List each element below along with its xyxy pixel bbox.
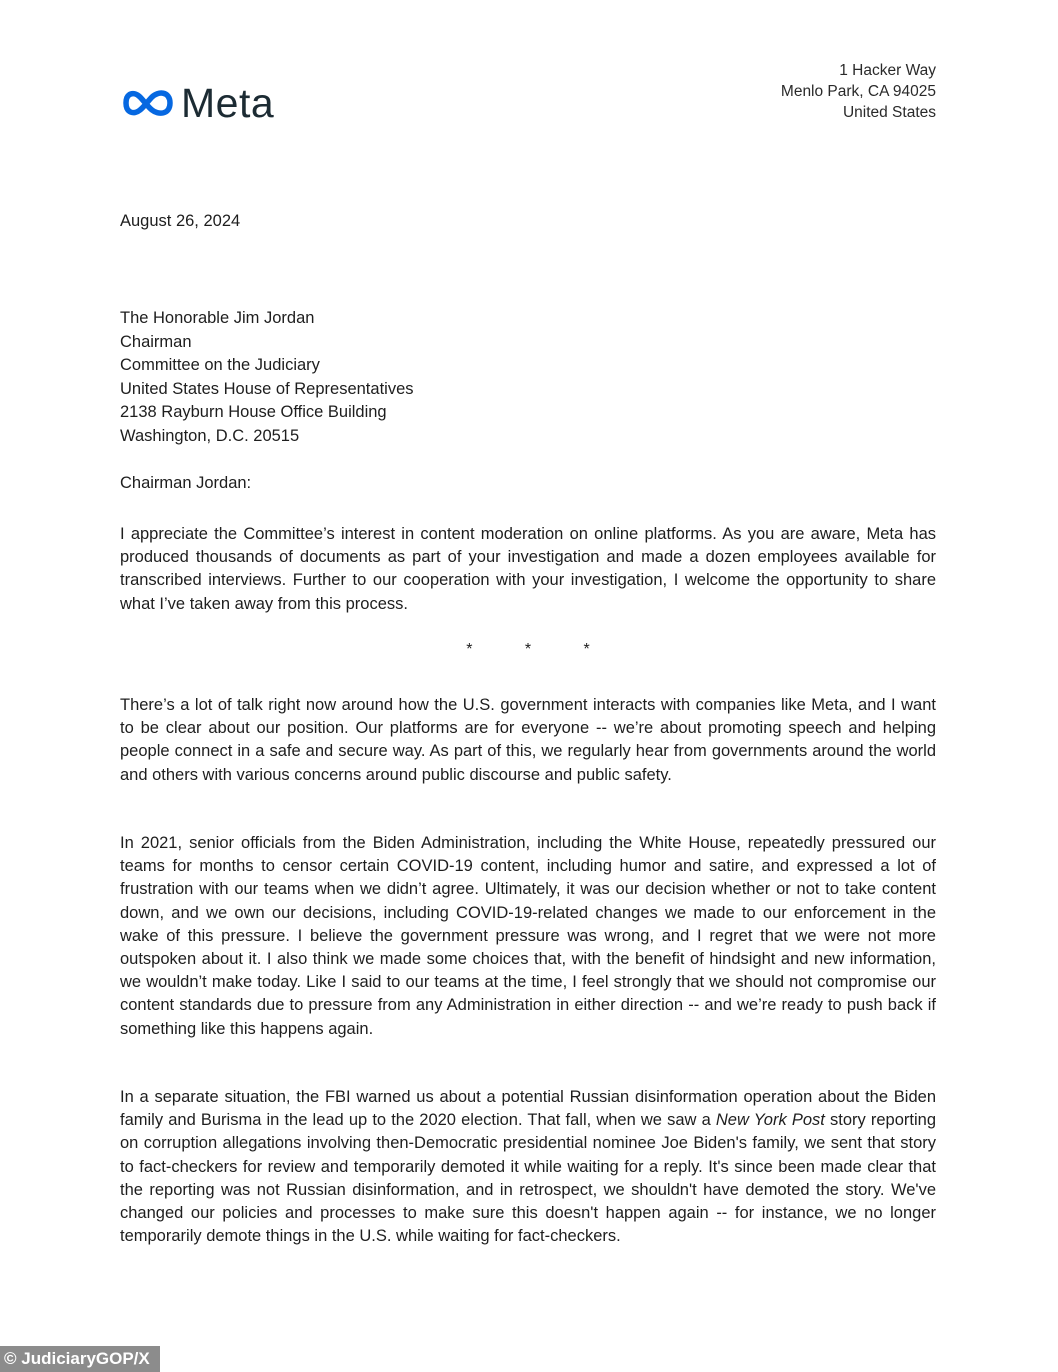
paragraph-text-part: story reporting on corruption allegations involving then-Democratic presidential nominee Joe Biden's family, we sent that story to fact-checkers for review and temporarily demoted it while waiting for a reply. It's since been made clear that the reporting was not Russian disinformation, and in retrospect, we shouldn't have demoted the story. We've changed our policies and processes to make sure this doesn't happen again -- for instance, we no longer temporarily demote things in the U.S. while waiting for fact-checkers. <box>120 1111 936 1246</box>
body-paragraph-1 <box>120 523 936 616</box>
meta-logo <box>122 80 274 126</box>
address-line: United States <box>842 104 936 121</box>
paragraph-text: There’s a lot of talk right now around how the U.S. government interacts with companies like Meta, and I want to be clear about our position. Our platforms are for everyone -- we’re about promoting speech and helping people connect in a safe and secure way. As part of this, we regularly hear from governments around the world and others with various concerns around public discourse and public safety. <box>120 696 936 784</box>
paragraph-text <box>120 1086 936 1248</box>
salutation: Chairman Jordan: <box>120 474 252 492</box>
letter-date: August 26, 2024 <box>120 212 241 230</box>
body-paragraph-4 <box>120 1086 936 1248</box>
body-paragraph-3 <box>120 832 936 1041</box>
paragraph-text: I appreciate the Committee’s interest in content moderation on online platforms. As you are aware, Meta has produced thousands of documents as part of your investigation and made a dozen employees available for transcribed interviews. Further to our cooperation with your investigation, I welcome the opportunity to share what I’ve taken away from this process. <box>120 525 936 613</box>
sender-address <box>781 60 936 123</box>
recipient-line: Chairman <box>120 332 192 351</box>
recipient-line: The Honorable Jim Jordan <box>120 309 315 327</box>
image-credit: © JudiciaryGOP/X <box>0 1346 160 1372</box>
meta-infinity-logo-icon <box>122 88 174 118</box>
recipient-line: Committee on the Judiciary <box>120 356 320 374</box>
body-paragraph-2 <box>120 694 936 787</box>
paragraph-text: In 2021, senior officials from the Biden Administration, including the White House, repeatedly pressured our teams for months to censor certain COVID-19 content, including humor and satire, and expressed a lot of frustration with our teams when we didn’t agree. Ultimately, it was our decision whether or not to take content down, and we own our decisions, including COVID-19-related changes we made to our enforcement in the wake of this pressure. I believe the government pressure was wrong, and I regret that we were not more outspoken about it. I also think we made some choices that, with the benefit of hindsight and new information, we wouldn’t make today. Like I said to our teams at the time, I feel strongly that we should not compromise our content standards due to pressure from any Administration in either direction -- and we’re ready to push back if something like this happens again. <box>120 834 936 1038</box>
address-line: Menlo Park, CA 94025 <box>780 83 936 100</box>
publication-name: New York Post <box>715 1111 825 1130</box>
recipient-line: 2138 Rayburn House Office Building <box>120 403 387 421</box>
address-line: 1 Hacker Way <box>839 62 936 79</box>
section-separator: * * * <box>466 641 590 658</box>
brand-name: Meta <box>181 80 275 126</box>
paragraph-text-part: In a separate situation, the FBI warned us about a potential Russian disinformation operation about the Biden family and Burisma in the lead up to the 2020 election. That fall, when we saw a <box>120 1088 936 1130</box>
recipient-line: Washington, D.C. 20515 <box>120 426 300 445</box>
recipient-block <box>120 307 414 448</box>
recipient-line: United States House of Representatives <box>120 379 414 398</box>
